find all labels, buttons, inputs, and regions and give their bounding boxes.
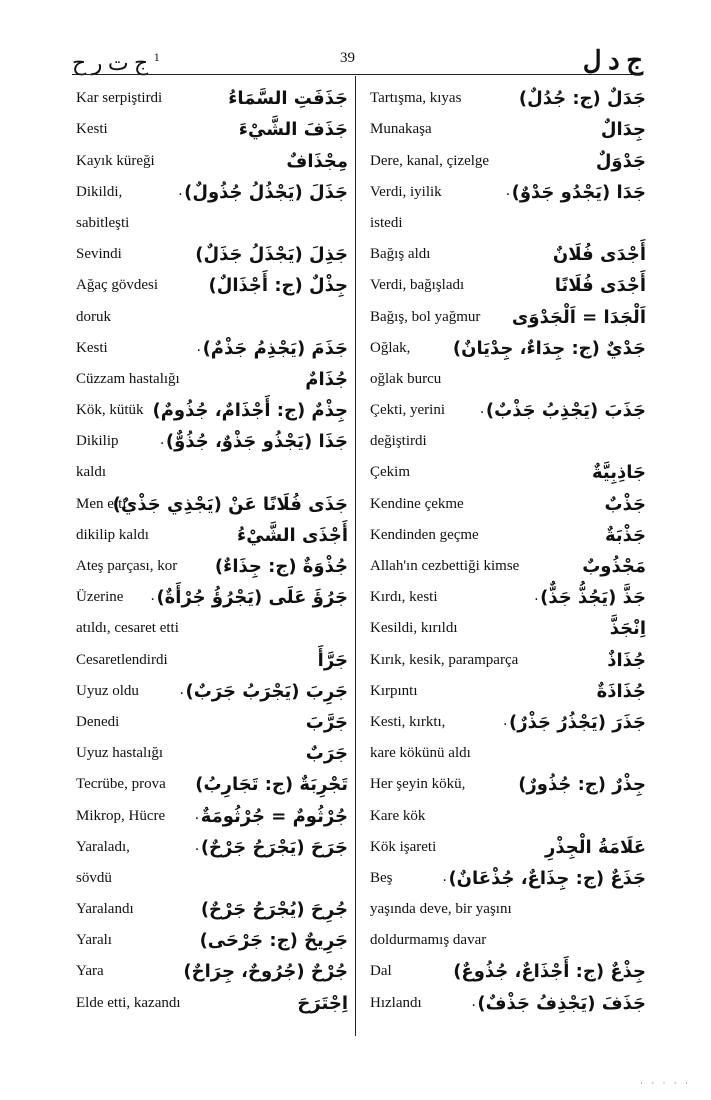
dictionary-entry [76, 456, 348, 487]
turkish-meaning: Kök işareti [370, 838, 437, 855]
column-divider [355, 76, 356, 1036]
arabic-headword [500, 182, 646, 203]
dictionary-entry [370, 238, 646, 269]
turkish-meaning: Kök, kütük [76, 402, 144, 419]
turkish-meaning: Bağış, bol yağmur [370, 308, 481, 325]
turkish-meaning: Ağaç gövdesi [76, 277, 159, 294]
dictionary-entry [76, 612, 348, 643]
page-header [72, 46, 643, 74]
entry-mark: ۰ [195, 341, 203, 358]
arabic-headword [195, 774, 348, 795]
turkish-meaning: oğlak burcu [370, 370, 442, 387]
turkish-meaning: Dikilip [76, 433, 119, 450]
entry-mark: ۰ [176, 185, 185, 202]
turkish-meaning: Bağış aldı [370, 246, 431, 263]
turkish-meaning: Hızlandı [370, 994, 422, 1011]
turkish-meaning: Dere, kanal, çizelge [370, 152, 490, 169]
dictionary-entry [76, 862, 348, 893]
arabic-text: اِجْتَرَحَ [297, 992, 348, 1014]
arabic-headword [596, 151, 646, 172]
entry-mark: ۰ [177, 684, 186, 701]
arabic-text: جِدَالٌ [600, 119, 646, 141]
dictionary-entry [76, 986, 348, 1017]
dictionary-entry [370, 144, 646, 175]
arabic-headword [113, 494, 348, 515]
arabic-headword [601, 119, 646, 140]
arabic-text: جَرَّأَ [317, 649, 348, 671]
arabic-text: جَذَعٌ (ج: جِذَاعٌ، جُذْعَانٌ) [448, 867, 646, 889]
turkish-meaning: Kar serpiştirdi [76, 90, 163, 107]
arabic-text: جَرَبٌ [305, 743, 348, 765]
dictionary-entry [370, 706, 646, 737]
dictionary-entry [76, 487, 348, 518]
turkish-meaning: Denedi [76, 713, 120, 730]
arabic-headword [286, 151, 348, 172]
turkish-meaning: Kesti [76, 121, 108, 138]
arabic-text: جَذَرَ (يَجْذُرُ جَذْرٌ) [509, 711, 646, 733]
arabic-text: تَجْرِبَةٌ (ج: تَجَارِبُ) [195, 774, 348, 796]
dictionary-entry [76, 363, 348, 394]
dictionary-entry [76, 799, 348, 830]
entry-mark: ۰ [504, 185, 512, 202]
dictionary-entry [370, 550, 646, 581]
arabic-text: جِذْمٌ (ج: أَجْذَامٌ، جُذُومٌ) [152, 400, 348, 422]
turkish-meaning: sövdü [76, 869, 112, 886]
right-column [370, 82, 646, 1018]
arabic-text: جَرِبَ (يَجْرَبُ جَرَبٌ) [185, 680, 348, 702]
header-left-mark: 1 [153, 50, 160, 64]
arabic-text: جَذِلَ (يَجْذَلُ جَذَلٌ) [195, 244, 348, 266]
arabic-headword [189, 806, 348, 827]
arabic-headword [145, 587, 348, 608]
turkish-meaning: Uyuz oldu [76, 682, 139, 699]
dictionary-entry [370, 113, 646, 144]
entry-mark: ۰ [532, 591, 541, 608]
arabic-text: جَاذِبِيَّةٌ [592, 462, 646, 484]
arabic-text: جَرُؤَ عَلَى (يَجْرُؤُ جُرْأَةٌ) [156, 587, 348, 609]
dictionary-entry [370, 986, 646, 1017]
entry-mark: ۰ [158, 435, 166, 452]
turkish-meaning: istedi [370, 214, 403, 231]
turkish-meaning: Ateş parçası, kor [76, 558, 178, 574]
arabic-text: جَذْبٌ [604, 493, 646, 515]
turkish-meaning: değiştirdi [370, 433, 427, 450]
arabic-headword [189, 837, 348, 858]
dictionary-entry [76, 82, 348, 113]
entry-mark: ۰ [440, 871, 449, 888]
dictionary-entry [370, 519, 646, 550]
arabic-headword [466, 993, 646, 1014]
arabic-text: جَذَى فُلَانًا عَنْ (يَجْذِي جَذْيٌ) [112, 493, 348, 515]
dictionary-entry [76, 893, 348, 924]
arabic-headword [545, 837, 646, 858]
entry-mark: ۰ [193, 840, 201, 857]
dictionary-entry [76, 519, 348, 550]
dictionary-entry [370, 799, 646, 830]
turkish-meaning: Kare kök [370, 807, 426, 824]
turkish-meaning: Kırpıntı [370, 682, 418, 699]
dictionary-entry [370, 893, 646, 924]
turkish-meaning: Yaraladı, [76, 838, 130, 855]
arabic-headword [610, 618, 646, 639]
dictionary-entry [76, 425, 348, 456]
turkish-meaning: Uyuz hastalığı [76, 745, 164, 762]
turkish-meaning: Kesti [76, 339, 108, 356]
turkish-meaning: Çekim [370, 464, 410, 481]
turkish-meaning: sabitleşti [76, 214, 130, 231]
arabic-text: أَجْدَى فُلَانًا [554, 275, 646, 297]
arabic-headword [519, 88, 646, 109]
dictionary-entry [370, 300, 646, 331]
turkish-meaning: Her şeyin kökü, [370, 776, 466, 793]
dictionary-entry [76, 924, 348, 955]
dictionary-entry [370, 737, 646, 768]
dictionary-entry [370, 487, 646, 518]
entry-mark: ۰ [501, 715, 510, 732]
dictionary-entry [370, 675, 646, 706]
turkish-meaning: Dikildi, [76, 183, 123, 200]
turkish-meaning: yaşında deve, bir yaşını [370, 901, 512, 918]
arabic-headword [209, 275, 348, 296]
arabic-text: مِجْذَافٌ [286, 150, 348, 172]
arabic-headword [453, 338, 646, 359]
arabic-text: جُذَامٌ [305, 368, 348, 390]
turkish-meaning: Yara [76, 963, 104, 980]
turkish-meaning: Yaralandı [76, 901, 134, 918]
turkish-meaning: Mikrop, Hücre [76, 807, 166, 824]
arabic-headword [306, 712, 348, 733]
arabic-headword [173, 182, 348, 203]
arabic-headword [237, 525, 348, 546]
arabic-text: جُذَاذَةٌ [596, 680, 646, 702]
turkish-meaning: atıldı, cesaret etti [76, 620, 179, 637]
turkish-meaning: Dal [370, 963, 392, 980]
turkish-meaning: Munakaşa [370, 121, 432, 138]
arabic-headword [215, 556, 348, 577]
dictionary-entry [76, 300, 348, 331]
turkish-meaning: doldurmamış davar [370, 932, 487, 949]
turkish-meaning: Verdi, bağışladı [370, 277, 465, 294]
arabic-text: جَذَفَ الشَّيْءَ [238, 119, 348, 141]
arabic-headword [592, 462, 646, 483]
arabic-headword [297, 993, 348, 1014]
arabic-headword [228, 88, 348, 109]
arabic-headword [474, 400, 646, 421]
dictionary-entry [370, 269, 646, 300]
arabic-text: جَدَلٌ (ج: جُدُلٌ) [518, 88, 646, 110]
dictionary-entry [76, 550, 348, 581]
turkish-meaning: Kendine çekme [370, 495, 464, 512]
arabic-text: جَذَّ (يَجُذُّ جَذٌّ) [540, 587, 646, 609]
page-number: 39 [340, 50, 355, 66]
turkish-meaning: Üzerine [76, 589, 124, 606]
arabic-headword [191, 338, 348, 359]
arabic-text: جَرَحَ (يَجْرَحُ جَرْحٌ) [200, 836, 348, 858]
arabic-headword [555, 275, 646, 296]
arabic-headword [605, 525, 646, 546]
dictionary-entry [76, 113, 348, 144]
dictionary-entry [370, 924, 646, 955]
dictionary-entry [370, 643, 646, 674]
arabic-headword [518, 774, 646, 795]
dictionary-entry [76, 238, 348, 269]
arabic-headword [437, 868, 646, 889]
arabic-headword [582, 556, 646, 577]
dictionary-entry [370, 363, 646, 394]
turkish-meaning: Cüzzam hastalığı [76, 370, 180, 387]
arabic-text: اِنْجَذَّ [609, 618, 646, 640]
arabic-text: جَدَا (يَجْدُو جَدْوٌ) [511, 181, 646, 203]
arabic-headword [605, 494, 646, 515]
arabic-headword [453, 961, 646, 982]
arabic-headword [597, 681, 646, 702]
turkish-meaning: Sevindi [76, 246, 122, 263]
dictionary-entry [370, 394, 646, 425]
arabic-headword [607, 650, 646, 671]
dictionary-entry [76, 737, 348, 768]
dictionary-entry [76, 269, 348, 300]
arabic-headword [153, 400, 348, 421]
dictionary-entry [76, 706, 348, 737]
arabic-headword [529, 587, 646, 608]
turkish-meaning: Men etti [76, 495, 127, 512]
dictionary-entry [370, 176, 646, 207]
turkish-meaning: Kırdı, kesti [370, 589, 438, 606]
header-left-letters [72, 50, 160, 76]
turkish-meaning: Tecrübe, prova [76, 776, 166, 793]
arabic-text: جَدْيٌ (ج: جِدَاءٌ، جِدْيَانٌ) [452, 337, 646, 359]
arabic-headword [512, 307, 646, 328]
entry-mark: ۰ [193, 809, 201, 826]
turkish-meaning: Elde etti, kazandı [76, 994, 181, 1011]
turkish-meaning: Tartışma, kıyas [370, 90, 462, 107]
dictionary-entry [76, 955, 348, 986]
arabic-text: جَذْبَةٌ [604, 524, 646, 546]
turkish-meaning: Yaralı [76, 932, 112, 949]
turkish-meaning: Kesildi, kırıldı [370, 620, 458, 637]
dictionary-entry [370, 332, 646, 363]
arabic-text: جُذَاذٌ [607, 649, 646, 671]
turkish-meaning: Oğlak, [370, 339, 411, 356]
dictionary-entry [370, 207, 646, 238]
arabic-headword [239, 119, 348, 140]
turkish-meaning: Kesti, kırktı, [370, 713, 446, 730]
arabic-text: أَجْدَى فُلَانٌ [552, 244, 646, 266]
arabic-text: جُذْوَةٌ (ج: جِذَاءٌ) [214, 556, 348, 577]
dictionary-entry [76, 768, 348, 799]
turkish-meaning: kare kökünü aldı [370, 745, 471, 762]
dictionary-entry [370, 581, 646, 612]
dictionary-entry [370, 862, 646, 893]
arabic-headword [154, 431, 348, 452]
arabic-text: جَذَا (يَجْذُو جَذْوٌ، جُذُوٌّ) [165, 431, 348, 453]
dictionary-entry [76, 144, 348, 175]
dictionary-entry [370, 831, 646, 862]
header-rule [72, 74, 643, 75]
arabic-text: جِذْرٌ (ج: جُذُورٌ) [518, 774, 646, 796]
arabic-text: جَذَبَ (يَجْذِبُ جَذْبٌ) [485, 400, 646, 422]
dictionary-entry [76, 581, 348, 612]
turkish-meaning: Allah'ın cezbettiği kimse [370, 558, 520, 574]
arabic-headword [498, 712, 646, 733]
arabic-text: جَرِيحٌ (ج: جَرْحَى) [199, 930, 348, 952]
arabic-headword [305, 369, 348, 390]
arabic-text: جُرْثُومٌ = جُرْثُومَةٌ [200, 805, 348, 827]
arabic-text: جَدْوَلٌ [595, 150, 646, 172]
entry-mark: ۰ [469, 996, 478, 1013]
arabic-headword [174, 681, 348, 702]
arabic-headword [553, 244, 646, 265]
arabic-text: جَذَمَ (يَجْذِمُ جَذْمٌ) [202, 337, 348, 359]
left-column [76, 82, 348, 1018]
dictionary-entry [76, 176, 348, 207]
arabic-headword [306, 743, 348, 764]
arabic-text: جَذَفَتِ السَّمَاءُ [228, 88, 348, 110]
arabic-text: جَذَفَ (يَجْذِفُ جَذْفٌ) [477, 992, 646, 1014]
entry-mark: ۰ [478, 404, 486, 421]
turkish-meaning: kaldı [76, 464, 106, 481]
arabic-text: جَرَّبَ [305, 711, 348, 733]
turkish-meaning: Beş [370, 869, 393, 886]
arabic-headword [183, 961, 348, 982]
header-left-text: ج ت ر ح [72, 50, 149, 75]
arabic-headword [201, 899, 348, 920]
dictionary-entry [76, 831, 348, 862]
dictionary-entry [76, 394, 348, 425]
arabic-headword [318, 650, 348, 671]
arabic-headword [200, 930, 348, 951]
arabic-text: جِذْلٌ (ج: أَجْذَالٌ) [208, 275, 348, 297]
dictionary-entry [370, 612, 646, 643]
turkish-meaning: dikilip kaldı [76, 526, 149, 543]
dictionary-entry [76, 207, 348, 238]
turkish-meaning: Kayık küreği [76, 152, 155, 169]
arabic-text: جِذْعٌ (ج: أَجْذَاعٌ، جُذُوعٌ) [453, 961, 646, 983]
turkish-meaning: doruk [76, 308, 111, 325]
turkish-meaning: Cesaretlendirdi [76, 651, 168, 668]
arabic-text: جُرْحٌ (جُرُوحٌ، جِرَاحٌ) [183, 961, 348, 983]
arabic-headword [195, 244, 348, 265]
dictionary-entry [76, 675, 348, 706]
dictionary-entry [370, 456, 646, 487]
dictionary-entry [76, 332, 348, 363]
corner-dots: · · · · · [640, 1078, 691, 1088]
arabic-text: جُرِحَ (يُجْرَحُ جَرْحٌ) [200, 899, 348, 921]
arabic-text: عَلَامَةُ الْجِذْرِ [545, 836, 646, 858]
turkish-meaning: Kırık, kesik, paramparça [370, 651, 519, 668]
dictionary-entry [370, 425, 646, 456]
header-right-letters: ج د ل [582, 46, 643, 75]
arabic-text: أَجْذَى الشَّيْءُ [237, 524, 348, 546]
arabic-text: جَذَلَ (يَجْذُلُ جُذُولٌ) [184, 181, 348, 203]
turkish-meaning: Kendinden geçme [370, 526, 479, 543]
entry-mark: ۰ [148, 591, 157, 608]
turkish-meaning: Verdi, iyilik [370, 183, 442, 200]
dictionary-entry [370, 955, 646, 986]
arabic-text: مَجْذُوبٌ [582, 556, 646, 577]
dictionary-entry [370, 768, 646, 799]
dictionary-entry [370, 82, 646, 113]
arabic-text: اَلْجَدَا = اَلْجَدْوَى [511, 306, 646, 328]
dictionary-entry [76, 643, 348, 674]
turkish-meaning: Çekti, yerini [370, 402, 445, 419]
